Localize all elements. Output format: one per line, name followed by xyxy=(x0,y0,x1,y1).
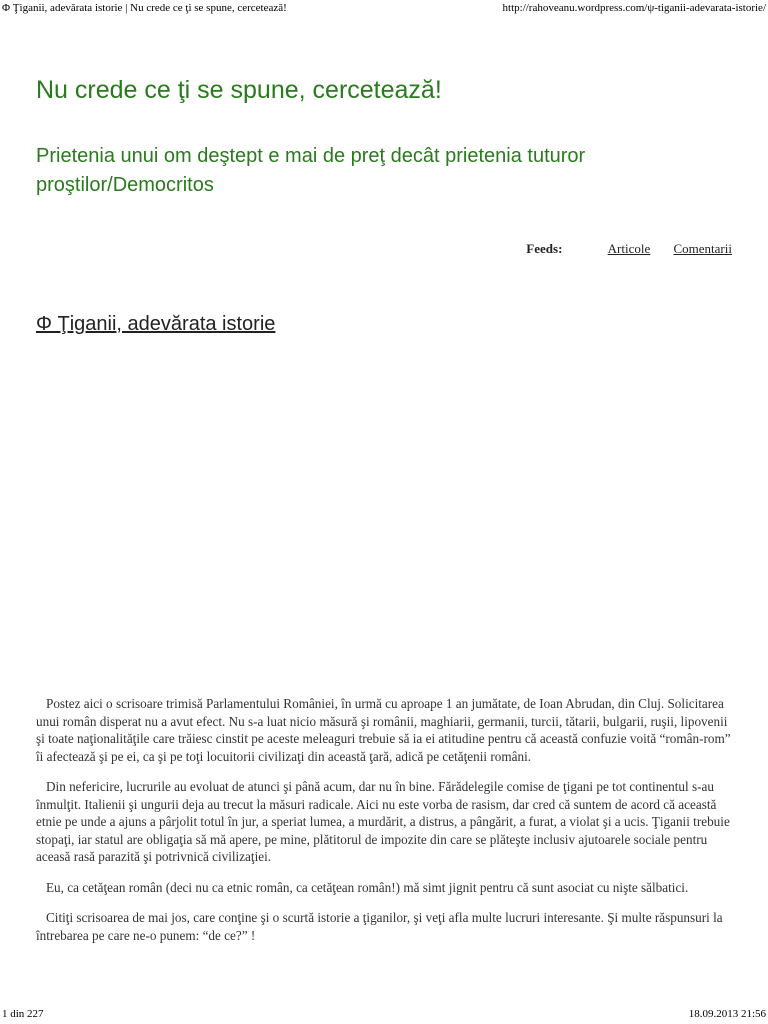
feed-link-articole[interactable]: Articole xyxy=(607,241,651,256)
post-paragraph: Citiţi scrisoarea de mai jos, care conţine şi o scurtă istorie a ţiganilor, şi veţi afla multe lucruri interesante. Şi multe răspunsuri la întrebarea pe care ne-o punem: “de ce?” ! xyxy=(36,910,723,943)
site-title[interactable]: Nu crede ce ţi se spune, cercetează! xyxy=(36,76,442,104)
print-header-page-title: Φ Ţiganii, adevărata istorie | Nu crede ce ţi se spune, cercetează! xyxy=(2,2,287,14)
post-paragraph: Postez aici o scrisoare trimisă Parlamentului României, în urmă cu aproape 1 an jumătate, de Ioan Abrudan, din Cluj. Solicitarea unui român disperat nu a avut efect. Nu s-a luat nicio măsură şi românii, maghiarii, germanii, turcii, tătarii, bulgarii, ruşii, lipovenii şi toate naţionalităţile care trăiesc cinstit pe aceste meleaguri trebuie să ia ei atitudine pentru că această confuzie voită “român-rom” îi afectează şi pe ei, ca şi pe toţi locuitorii civilizaţi din această ţară, adică pe cetăţenii români. xyxy=(36,696,731,764)
post-paragraph: Din nefericire, lucrurile au evoluat de atunci şi până acum, dar nu în bine. Fărădelegile comise de ţigani pe tot continentul s-au înmulţit. Italienii şi ungurii deja au trecut la măsuri radicale. Aici nu este vorba de rasism, dar cred că suntem de acord că această etnie pe unde a ajuns a pârjolit totul în jur, a speriat lumea, a murdărit, a distrus, a pângărit, a furat, a violat şi a ucis. Ţiganii trebuie stopaţi, iar statul are obligaţia să mă apere, pe mine, plătitorul de impozite din care se plăteşte inclusiv ajutoarele sociale pentru aceasă rasă parazită şi potrivnică civilizaţiei. xyxy=(36,779,730,864)
post-body xyxy=(36,695,736,957)
print-footer xyxy=(0,1006,768,1022)
post-title[interactable]: Φ Ţiganii, adevărata istorie xyxy=(36,313,276,335)
feeds-label: Feeds: xyxy=(526,241,563,256)
site-tagline: Prietenia unui om deştept e mai de preţ decât prietenia tuturor proştilor/Democritos xyxy=(36,145,586,196)
feed-link-comentarii[interactable]: Comentarii xyxy=(673,241,732,256)
print-header xyxy=(0,0,768,16)
print-header-url: http://rahoveanu.wordpress.com/ψ-tiganii-adevarata-istorie/ xyxy=(502,2,766,14)
page-counter: 1 din 227 xyxy=(2,1008,44,1020)
feeds-bar xyxy=(526,240,732,258)
post-paragraph: Eu, ca cetăţean român (deci nu ca etnic român, ca cetăţean român!) mă simt jignit pentru că sunt asociat cu nişte sălbatici. xyxy=(46,879,689,895)
print-datetime: 18.09.2013 21:56 xyxy=(688,1008,766,1020)
